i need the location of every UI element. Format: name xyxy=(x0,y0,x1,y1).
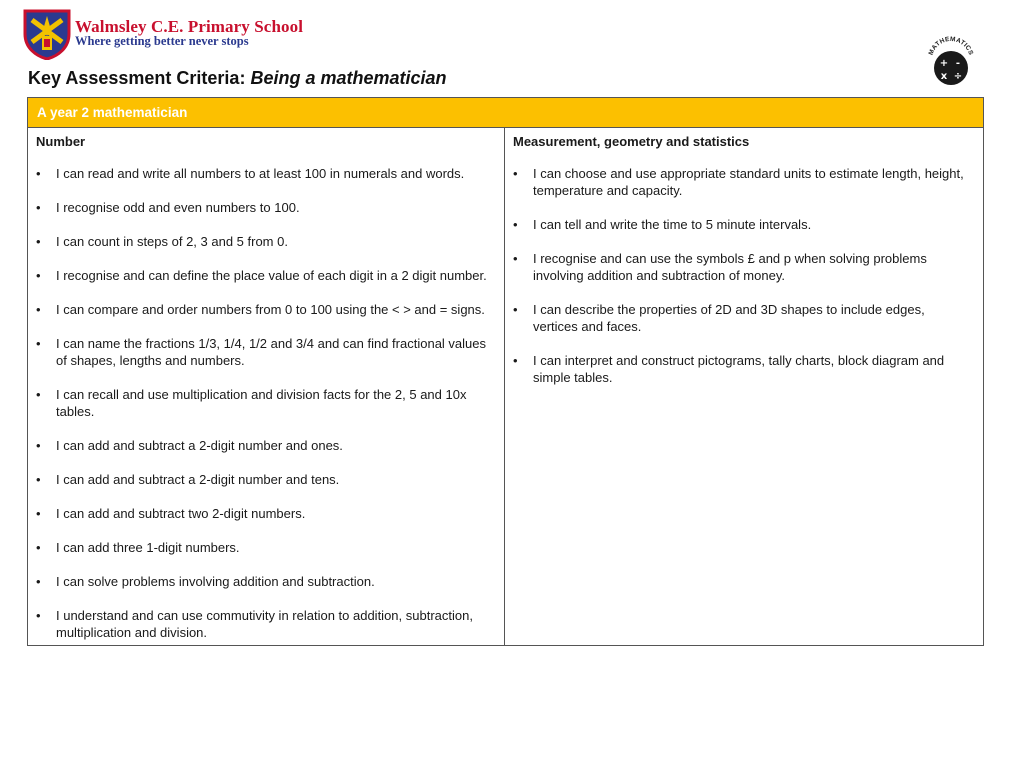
page-title xyxy=(28,68,447,89)
list-item: • I can read and write all numbers to at least 100 in numerals and words. xyxy=(36,165,496,182)
list-item: • I can choose and use appropriate standard units to estimate length, height, temperature and capacity. xyxy=(513,165,973,199)
list-item: • I recognise odd and even numbers to 100. xyxy=(36,199,496,216)
list-item: • I can tell and write the time to 5 minute intervals. xyxy=(513,216,973,233)
number-criteria-list xyxy=(36,165,496,641)
list-item: • I recognise and can define the place value of each digit in a 2 digit number. xyxy=(36,267,496,284)
measurement-column xyxy=(505,128,981,645)
list-item: • I understand and can use commutivity in relation to addition, subtraction, multiplication and division. xyxy=(36,607,496,641)
list-item: • I can add three 1-digit numbers. xyxy=(36,539,496,556)
year-band: A year 2 mathematician xyxy=(28,98,983,128)
badge-plus: + xyxy=(939,58,949,69)
criteria-columns xyxy=(28,128,983,645)
criteria-table xyxy=(27,97,984,646)
list-item: • I can recall and use multiplication and division facts for the 2, 5 and 10x tables. xyxy=(36,386,496,420)
badge-divide: ÷ xyxy=(953,71,963,82)
school-crest-icon xyxy=(22,8,72,60)
school-motto: Where getting better never stops xyxy=(75,34,249,48)
measurement-heading: Measurement, geometry and statistics xyxy=(513,134,750,149)
badge-minus: - xyxy=(955,58,961,69)
number-heading: Number xyxy=(36,134,86,149)
list-item: • I can count in steps of 2, 3 and 5 from 0. xyxy=(36,233,496,250)
list-item: • I can add and subtract a 2-digit number and tens. xyxy=(36,471,496,488)
list-item: • I can add and subtract two 2-digit numbers. xyxy=(36,505,496,522)
page-header xyxy=(0,0,1024,95)
badge-arc-text: MATHEMATICS xyxy=(927,36,975,57)
measurement-criteria-list xyxy=(513,165,973,386)
number-column xyxy=(28,128,505,645)
list-item: • I can add and subtract a 2-digit number and ones. xyxy=(36,437,496,454)
list-item: • I recognise and can use the symbols £ and p when solving problems involving addition and subtraction of money. xyxy=(513,250,973,284)
mathematics-badge-icon xyxy=(924,36,978,88)
list-item: • I can name the fractions 1/3, 1/4, 1/2 and 3/4 and can find fractional values of shapes, lengths and numbers. xyxy=(36,335,496,369)
badge-times: x xyxy=(940,71,948,82)
title-prefix: Key Assessment Criteria: xyxy=(28,68,246,88)
list-item: • I can compare and order numbers from 0 to 100 using the < > and = signs. xyxy=(36,301,496,318)
list-item: • I can solve problems involving addition and subtraction. xyxy=(36,573,496,590)
list-item: • I can interpret and construct pictograms, tally charts, block diagram and simple tables. xyxy=(513,352,973,386)
school-name: Walmsley C.E. Primary School xyxy=(75,17,304,36)
list-item: • I can describe the properties of 2D and 3D shapes to include edges, vertices and faces. xyxy=(513,301,973,335)
title-emphasis: Being a mathematician xyxy=(250,68,447,88)
